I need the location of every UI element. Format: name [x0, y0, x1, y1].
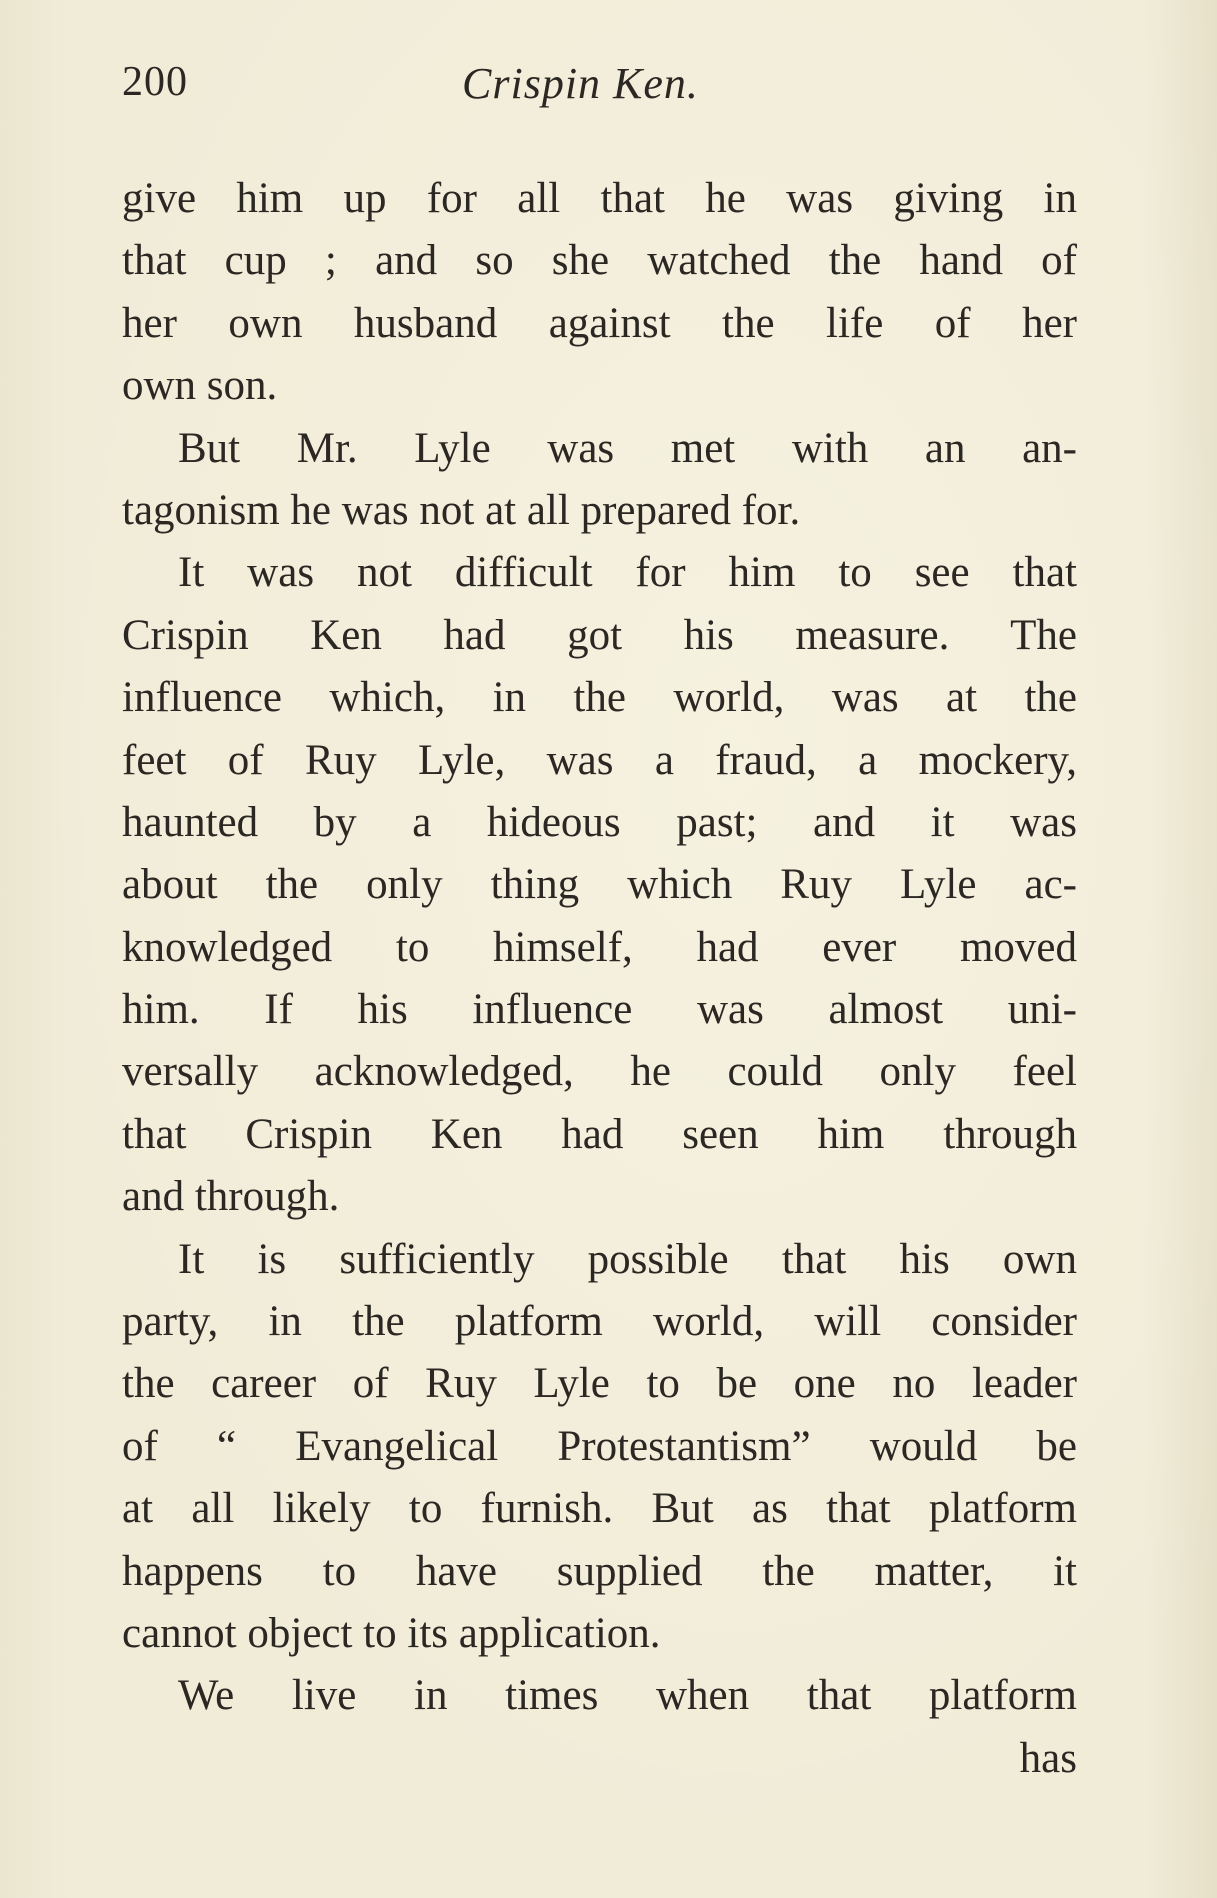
- text-line: and through.: [122, 1173, 340, 1221]
- text-line: party, in the platform world, will consider: [122, 1298, 1077, 1346]
- text-line: at all likely to furnish. But as that platform: [122, 1485, 1077, 1533]
- text-line: influence which, in the world, was at the: [122, 674, 1077, 722]
- text-line: haunted by a hideous past; and it was: [122, 798, 1077, 846]
- text-line: him. If his influence was almost uni-: [122, 986, 1077, 1034]
- text-line: her own husband against the life of her: [122, 299, 1077, 347]
- page-number: 200: [122, 59, 188, 105]
- catchword: has: [1019, 1734, 1077, 1782]
- text-line: tagonism he was not at all prepared for.: [122, 486, 801, 534]
- text-line: happens to have supplied the matter, it: [122, 1547, 1077, 1595]
- paragraph-first-line: It is sufficiently possible that his own: [178, 1235, 1077, 1283]
- text-line: own son.: [122, 362, 278, 410]
- paragraph-first-line: But Mr. Lyle was met with an an-: [178, 424, 1077, 472]
- text-line: give him up for all that he was giving in: [122, 175, 1077, 222]
- text-line: that Crispin Ken had seen him through: [122, 1110, 1077, 1158]
- text-line: about the only thing which Ruy Lyle ac-: [122, 861, 1077, 909]
- text-line: versally acknowledged, he could only feel: [122, 1048, 1077, 1096]
- text-line: feet of Ruy Lyle, was a fraud, a mockery,: [122, 736, 1077, 784]
- text-line: of “ Evangelical Protestantism” would be: [122, 1422, 1077, 1470]
- paragraph-first-line: We live in times when that platform: [178, 1672, 1077, 1720]
- text-line: knowledged to himself, had ever moved: [122, 923, 1077, 971]
- paragraph-first-line: It was not difficult for him to see that: [178, 549, 1077, 597]
- page-header: [122, 58, 1082, 114]
- running-title: Crispin Ken.: [462, 59, 699, 108]
- text-line: cannot object to its application.: [122, 1609, 661, 1657]
- body-text: [122, 168, 1077, 1790]
- text-line: Crispin Ken had got his measure. The: [122, 611, 1077, 659]
- text-line: that cup ; and so she watched the hand of: [122, 237, 1077, 285]
- text-line: the career of Ruy Lyle to be one no leader: [122, 1360, 1077, 1408]
